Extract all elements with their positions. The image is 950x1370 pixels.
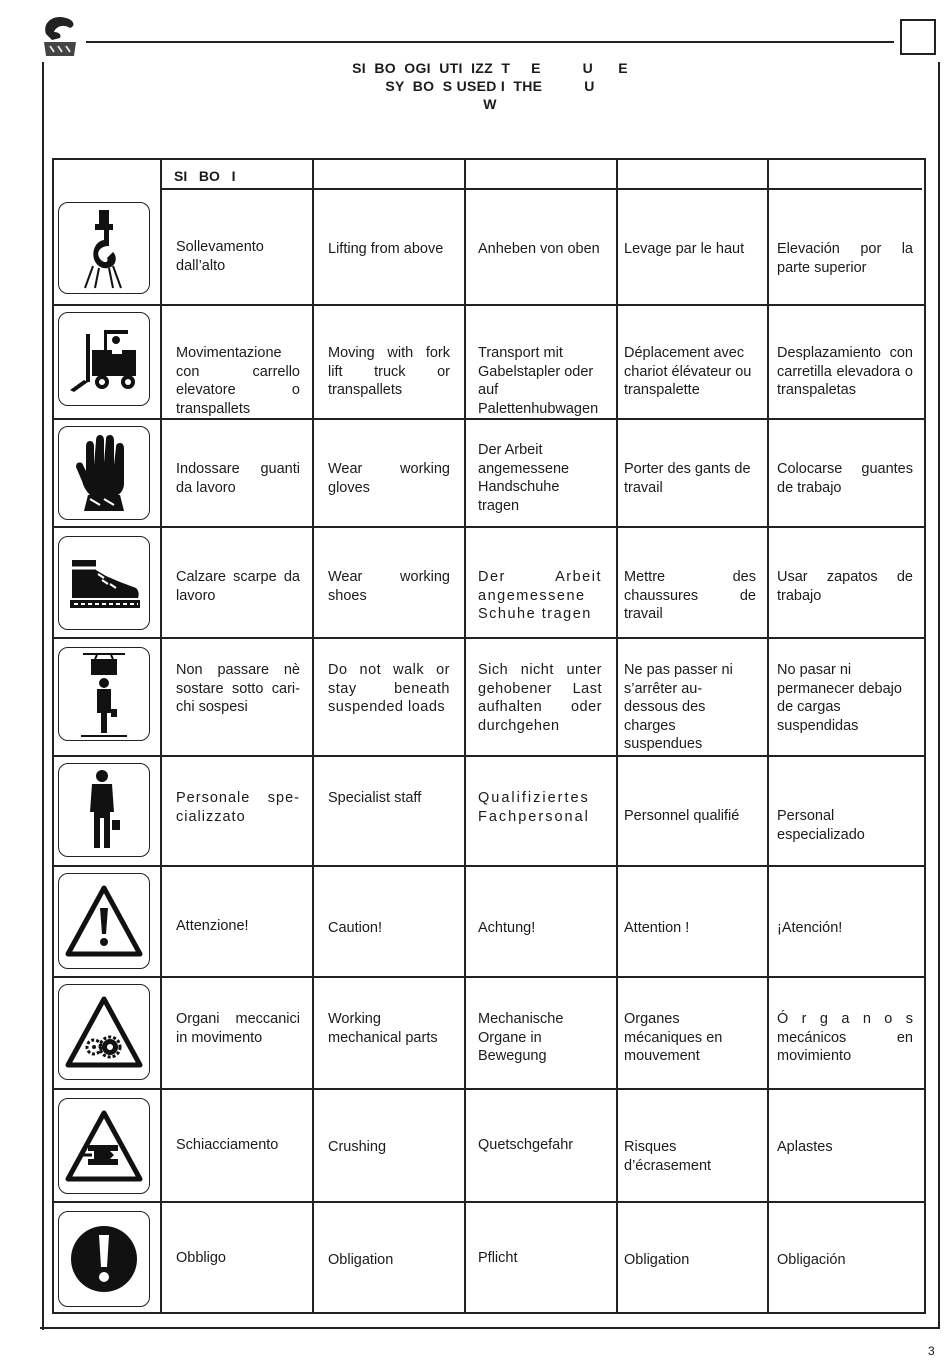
warning-triangle-icon [58,873,150,969]
cell-italian: Indossare guanti da lavoro [176,461,300,496]
suspended-load-icon [58,647,150,741]
cell-spanish: ¡Atención! [777,920,843,936]
cell-english: Working mechanical parts [328,1011,438,1046]
cell-spanish: Colocarse guantes de trabajo [777,461,913,496]
table-row [54,1203,924,1314]
page-title-line-1: SI BO OGI UTI IZZ T E U E [352,60,628,76]
cell-italian: Schiacciamento [176,1137,279,1153]
cell-german: Sich nicht unter gehobener Last aufhalten oder durchgehen [478,662,602,734]
cell-german: Pflicht [478,1250,518,1266]
gloves-icon [58,426,150,520]
cell-english: Wear working shoes [328,569,450,604]
frame-right-rule [938,62,940,1329]
mandatory-action-icon [58,1211,150,1307]
cell-german: Anheben von oben [478,241,600,257]
page-title-line-3: W [483,96,497,112]
table-row [54,867,924,976]
cell-spanish: No pasar ni permanecer debajo de cargas suspendidas [777,662,902,734]
cell-english: Crushing [328,1139,387,1155]
corner-box [900,19,936,55]
cell-german: Der Arbeit angemessene Handschuhe tragen [478,442,570,514]
specialist-staff-icon [58,763,150,857]
cell-french: Risques d’écrasement [624,1139,712,1174]
cell-spanish: Aplastes [777,1139,833,1155]
forklift-icon [58,312,150,406]
frame-bottom-rule [40,1327,940,1329]
cell-italian: Non passare nè sostare sotto cari-chi sospesi [176,662,300,715]
cell-italian: Obbligo [176,1250,226,1266]
crane-hook-icon [58,202,150,294]
cell-french: Mettre des chaussures de travail [624,569,756,622]
table-row [54,420,924,526]
page-title-line-2: SY BO S USED I THE U [385,78,595,94]
table-row [54,639,924,755]
cell-english: Lifting from above [328,241,444,257]
cell-french: Levage par le haut [624,241,745,257]
table-row [54,978,924,1088]
cell-italian: Organi meccanici in movimento [176,1011,300,1046]
page-number: 3 [928,1344,935,1358]
safety-shoe-icon [58,536,150,630]
crushing-hazard-icon [58,1098,150,1194]
frame-left-rule [42,62,44,1330]
cell-english: Obligation [328,1252,394,1268]
cell-german: Achtung! [478,920,536,936]
cell-german: Der Arbeit angemessene Schuhe tragen [478,569,602,622]
cell-english: Wear working gloves [328,461,450,496]
cell-italian: Personale spe-cializzato [176,790,300,825]
cell-french: Attention ! [624,920,690,936]
table-row [54,757,924,865]
cell-spanish: Obligación [777,1252,846,1268]
cell-german: Quetschgefahr [478,1137,574,1153]
cell-italian: Calzare scarpe da lavoro [176,569,300,604]
column-header-symbols: SI BO I [174,168,236,184]
header-rule [86,41,894,43]
cell-french: Déplacement avec chariot élévateur ou transpalette [624,345,752,398]
cell-german: Mechanische Organe in Bewegung [478,1011,564,1064]
table-row [54,1090,924,1201]
cell-french: Personnel qualifié [624,808,740,824]
table-row [54,306,924,418]
cell-spanish: Ó r g a n o s mecánicos en movimiento [777,1011,913,1064]
moving-gears-icon [58,984,150,1080]
cell-french: Obligation [624,1252,690,1268]
symbols-table [52,158,926,1314]
header-divider [160,188,922,190]
cell-spanish: Personal especializado [777,808,865,843]
cell-german: Transport mit Gabelstapler oder auf Palettenhubwagen [478,345,599,417]
cell-french: Porter des gants de travail [624,461,751,496]
company-logo-icon [40,12,80,58]
table-row [54,192,924,304]
cell-spanish: Elevación por la parte superior [777,241,913,276]
cell-english: Do not walk or stay beneath suspended loads [328,662,450,715]
cell-spanish: Desplazamiento con carretilla elevadora o transpaletas [777,345,913,398]
cell-italian: Attenzione! [176,918,249,934]
cell-spanish: Usar zapatos de trabajo [777,569,913,604]
table-row [54,528,924,637]
cell-italian: Movimentazione con carrello elevatore o transpallets [176,345,300,417]
cell-french: Ne pas passer ni s’arrêter au-dessous des charges suspendues [624,662,733,752]
cell-english: Specialist staff [328,790,422,806]
cell-english: Moving with fork lift truck or transpallets [328,345,450,398]
cell-italian: Sollevamento dall’alto [176,239,264,274]
cell-german: Qualifiziertes Fachpersonal [478,790,590,825]
cell-french: Organes mécaniques en mouvement [624,1011,723,1064]
cell-english: Caution! [328,920,383,936]
